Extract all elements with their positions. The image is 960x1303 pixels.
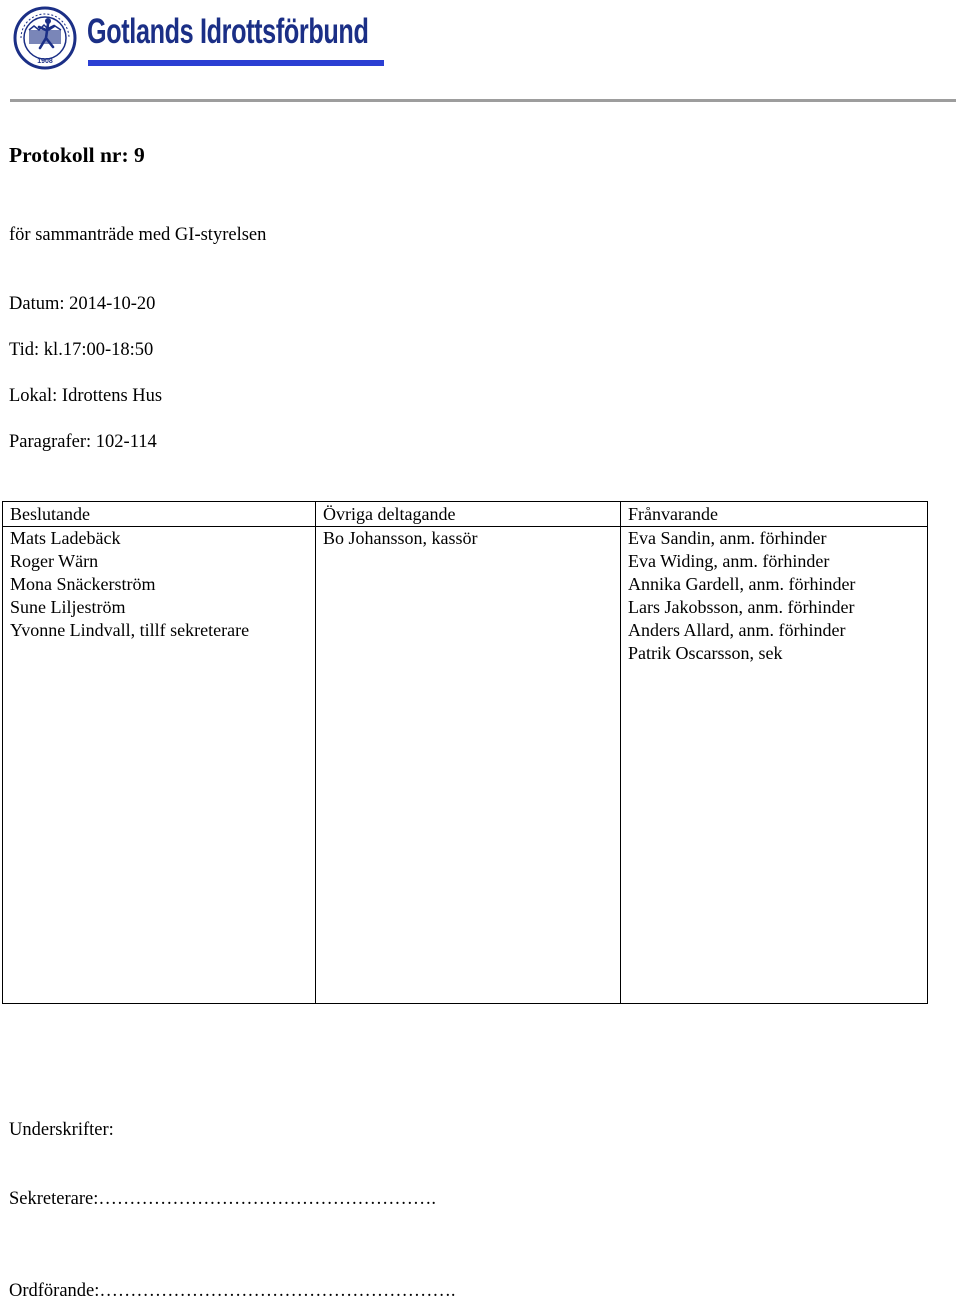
franvarande-list: [621, 527, 928, 1004]
meeting-time: Tid: kl.17:00-18:50: [9, 340, 154, 360]
logo-text: Gotlands Idrottsförbund: [87, 12, 369, 51]
gotland-sports-seal-icon: [12, 6, 78, 70]
paragraph-range: Paragrafer: 102-114: [9, 432, 157, 452]
list-item: Mats Ladebäck: [10, 528, 121, 548]
attendance-table: [2, 501, 928, 1004]
header-ovriga-deltagande: Övriga deltagande: [316, 502, 621, 527]
list-item: Sune Liljeström: [10, 597, 126, 617]
seal-year: 1908: [37, 58, 53, 65]
beslutande-list: [3, 527, 316, 1004]
list-item: Eva Widing, anm. förhinder: [628, 551, 830, 571]
header-rule: [10, 99, 956, 102]
logo-underline-bar: [88, 60, 384, 66]
attendance-body-row: [3, 527, 928, 1004]
list-item: Annika Gardell, anm. förhinder: [628, 574, 856, 594]
list-item: Yvonne Lindvall, tillf sekreterare: [10, 620, 250, 640]
header-franvarande: Frånvarande: [621, 502, 928, 527]
list-item: Eva Sandin, anm. förhinder: [628, 528, 827, 548]
meeting-date: Datum: 2014-10-20: [9, 294, 156, 314]
list-item: Mona Snäckerström: [10, 574, 156, 594]
list-item: Roger Wärn: [10, 551, 99, 571]
logo: [12, 6, 372, 70]
header-beslutande: Beslutande: [3, 502, 316, 527]
attendance-header-row: [3, 502, 928, 527]
protocol-title: Protokoll nr: 9: [9, 143, 145, 167]
list-item: Patrik Oscarsson, sek: [628, 643, 783, 663]
list-item: Bo Johansson, kassör: [323, 528, 478, 548]
list-item: Anders Allard, anm. förhinder: [628, 620, 846, 640]
signatures-heading: Underskrifter:: [9, 1120, 114, 1140]
ovriga-deltagande-list: [316, 527, 621, 1004]
chairman-signature-line: Ordförande:………………………………………………….: [9, 1281, 456, 1301]
list-item: Lars Jakobsson, anm. förhinder: [628, 597, 855, 617]
meeting-location: Lokal: Idrottens Hus: [9, 386, 163, 406]
secretary-signature-line: Sekreterare:……………………………………………….: [9, 1189, 436, 1209]
meeting-subtitle: för sammanträde med GI-styrelsen: [9, 225, 267, 245]
